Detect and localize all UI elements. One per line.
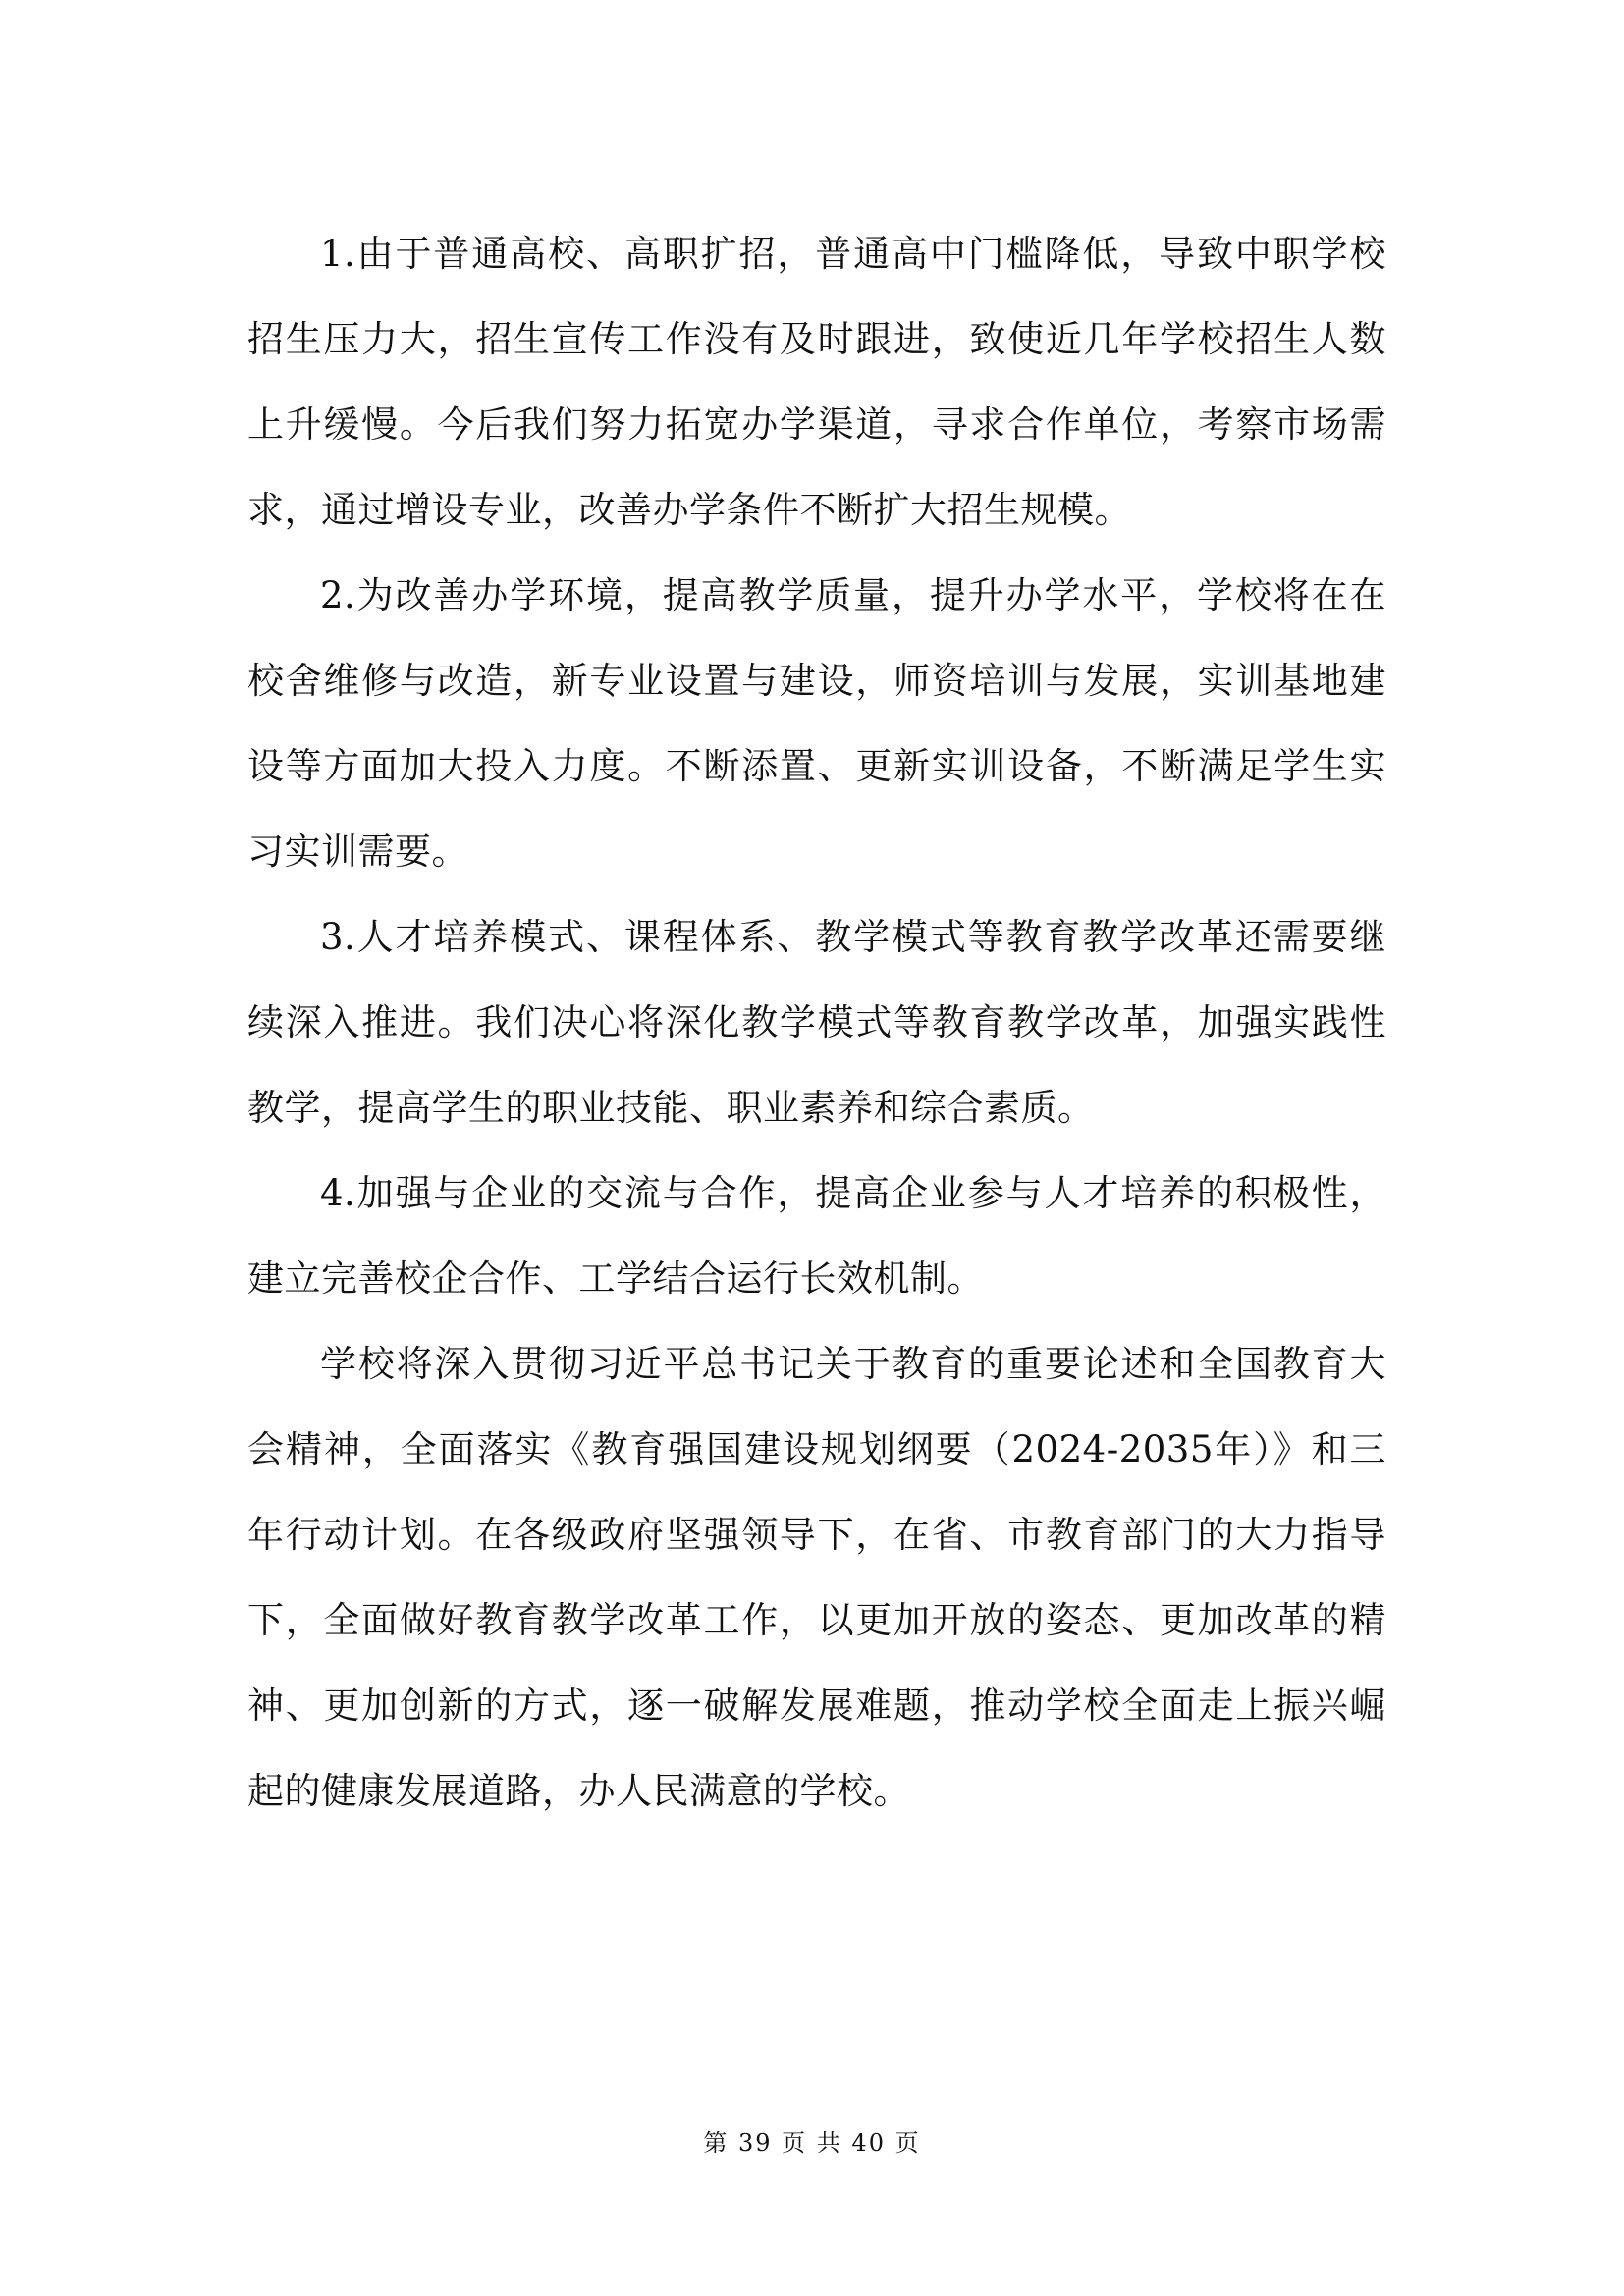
- paragraph-1: 1.由于普通高校、高职扩招，普通高中门槛降低，导致中职学校招生压力大，招生宣传工作没有及时跟进，致使近几年学校招生人数上升缓慢。今后我们努力拓宽办学渠道，寻求合作单位，考察市场需求，通过增设专业，改善办学条件不断扩大招生规模。: [247, 233, 1386, 531]
- paragraph-3: 3.人才培养模式、课程体系、教学模式等教育教学改革还需要继续深入推进。我们决心将深化教学模式等教育教学改革，加强实践性教学，提高学生的职业技能、职业素养和综合素质。: [247, 916, 1386, 1129]
- body-text: [247, 211, 1386, 1834]
- paragraph-5: 学校将深入贯彻习近平总书记关于教育的重要论述和全国教育大会精神，全面落实《教育强国建设规划纲要（2024-2035年）》和三年行动计划。在各级政府坚强领导下，在省、市教育部门的大力指导下，全面做好教育教学改革工作，以更加开放的姿态、更加改革的精神、更加创新的方式，逐一破解发展难题，推动学校全面走上振兴崛起的健康发展道路，办人民满意的学校。: [247, 1343, 1386, 1812]
- paragraph-4: 4.加强与企业的交流与合作，提高企业参与人才培养的积极性，建立完善校企合作、工学结合运行长效机制。: [247, 1172, 1386, 1300]
- page-number-footer: 第 39 页 共 40 页: [703, 2129, 921, 2157]
- paragraph-2: 2.为改善办学环境，提高教学质量，提升办学水平，学校将在在校舍维修与改造，新专业设置与建设，师资培训与发展，实训基地建设等方面加大投入力度。不断添置、更新实训设备，不断满足学生实习实训需要。: [247, 574, 1386, 873]
